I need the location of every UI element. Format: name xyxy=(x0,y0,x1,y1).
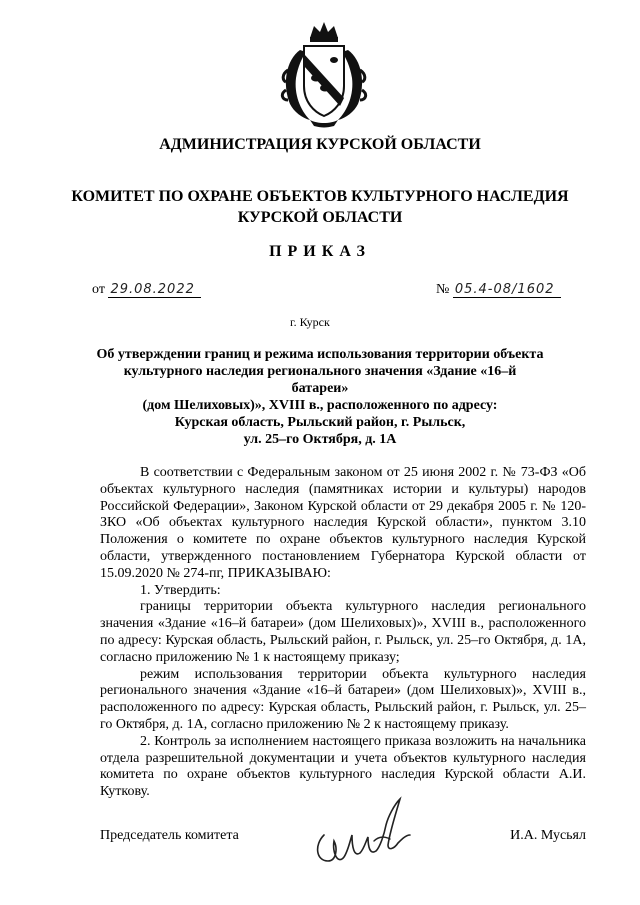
order-body xyxy=(100,465,586,801)
subject-line2: культурного наследия регионального значения «Здание «16–й батареи» xyxy=(123,364,517,396)
handwritten-signature-icon xyxy=(310,795,420,875)
item-1a: границы территории объекта культурного наследия регионального значения «Здание «16–й батареи» (дом Шелиховых)», XVIII в., расположенного по адресу: Курская область, Рыльский район, г. Рыльск, ул. 25–го Октября, д. 1А, согласно приложению № 1 к настоящему приказу; xyxy=(100,599,586,665)
number-value: 05.4-08/1602 xyxy=(453,282,561,298)
order-subject xyxy=(95,346,545,448)
order-title: ПРИКАЗ xyxy=(269,243,371,260)
committee-title-line1: КОМИТЕТ ПО ОХРАНЕ ОБЪЕКТОВ КУЛЬТУРНОГО НАСЛЕДИЯ xyxy=(71,188,569,205)
order-date xyxy=(92,282,201,298)
subject-line5: ул. 25–го Октября, д. 1А xyxy=(243,432,397,447)
committee-title-line2: КУРСКОЙ ОБЛАСТИ xyxy=(237,209,403,226)
subject-line1: Об утверждении границ и режима использования территории объекта xyxy=(96,347,544,362)
administration-title: АДМИНИСТРАЦИЯ КУРСКОЙ ОБЛАСТИ xyxy=(159,136,481,153)
date-prefix: от xyxy=(92,282,105,297)
city-label: г. Курск xyxy=(290,315,330,329)
kursk-coat-of-arms-icon xyxy=(280,20,368,128)
item-1b: режим использования территории объекта культурного наследия регионального значения «Здание «16–й батареи» (дом Шелиховых)», XVIII в., расположенного по адресу: Курская область, Рыльский район, г. Рыльск, ул. 25–го Октября, д. 1А, согласно приложению № 2 к настоящему приказу. xyxy=(100,666,586,732)
order-number xyxy=(436,282,561,298)
committee-title xyxy=(60,186,580,228)
number-prefix: № xyxy=(436,282,450,297)
date-value: 29.08.2022 xyxy=(108,282,200,298)
signatory-position: Председатель комитета xyxy=(100,828,239,843)
item-1: 1. Утвердить: xyxy=(140,582,221,598)
preamble-paragraph: В соответствии с Федеральным законом от 25 июня 2002 г. № 73-ФЗ «Об объектах культурного наследия (памятниках истории и культуры) народов Российской Федерации», Законом Курской области от 29 декабря 2005 г. № 120-ЗКО «Об объектах культурного наследия Курской области», пунктом 3.10 Положения о комитете по охране объектов культурного наследия Курской области, утвержденного постановлением Губернатора Курской области от 15.09.2020 № 274-пг, ПРИКАЗЫВАЮ: xyxy=(100,465,586,581)
item-2: 2. Контроль за исполнением настоящего приказа возложить на начальника отдела разрешительной документации и учета объектов культурного наследия комитета по охране объектов культурного наследия Курской области А.И. Куткову. xyxy=(100,733,586,800)
subject-line4: Курская область, Рыльский район, г. Рыльск, xyxy=(174,415,466,430)
subject-line3: (дом Шелиховых)», XVIII в., расположенного по адресу: xyxy=(142,398,498,413)
signatory-name: И.А. Мусьял xyxy=(510,828,586,843)
